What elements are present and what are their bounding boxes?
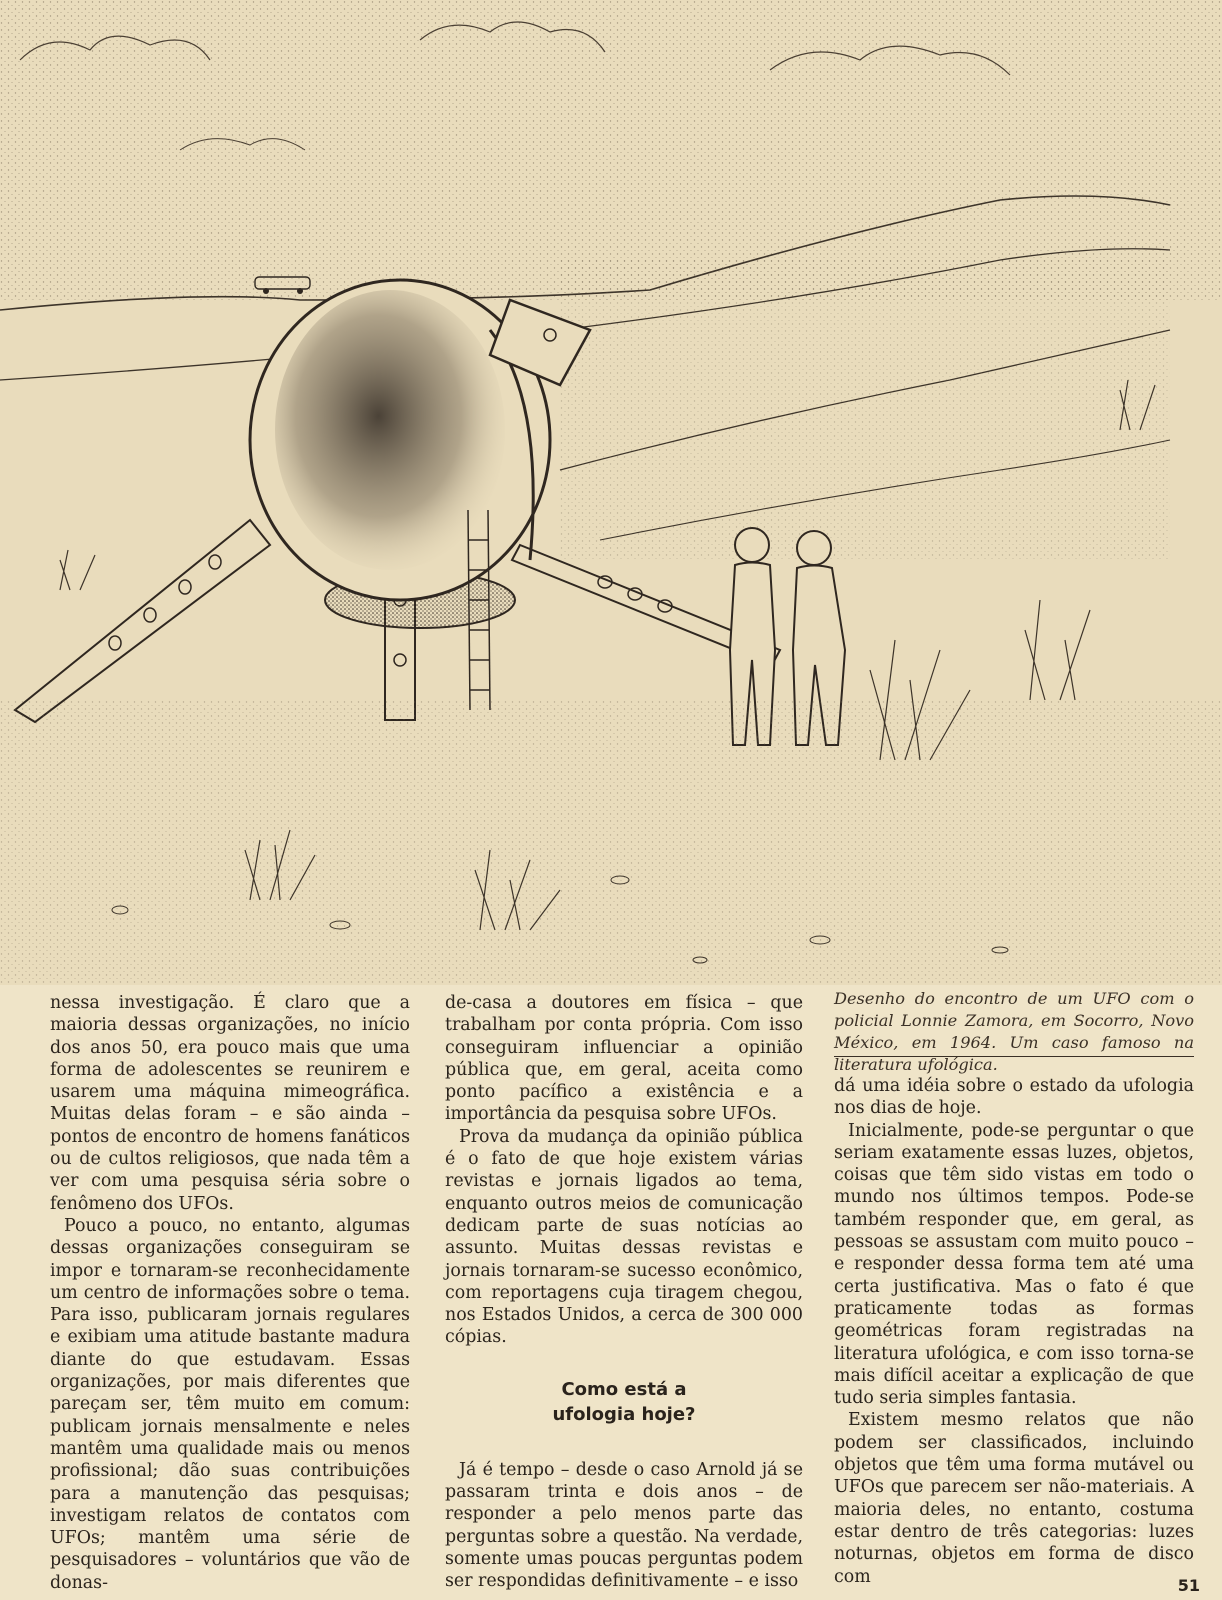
paragraph: Existem mesmo relatos que não podem ser classificados, incluindo objetos que têm uma forma mutável ou UFOs que parecem ser não-materiais. A maioria deles, no entanto, costuma estar dentro de três categorias: luzes noturnas, objetos em forma de disco com (834, 1410, 1194, 1587)
paragraph: nessa investigação. É claro que a maioria dessas organizações, no início dos anos 50, era pouco mais que uma forma de adolescentes se reunirem e usarem uma máquina mimeográfica. Muitas delas foram – e são ainda – pontos de encontro de homens fanáticos ou de cultos religiosos, que nada têm a ver com uma pesquisa séria sobre o fenômeno dos UFOs. (50, 993, 410, 1214)
paragraph: Inicialmente, pode-se perguntar o que seriam exatamente essas luzes, objetos, coisas que têm sido vistas em todo o mundo nos últimos tempos. Pode-se também responder que, em geral, as pessoas se assustam com muito pouco – e responder dessa forma tem até uma certa justificativa. Mas o fato é que praticamente todas as formas geométricas foram registradas na literatura ufológica, e com isso torna-se mais difícil aceitar a explicação de que tudo seria simples fantasia. (834, 1120, 1194, 1409)
article-column-2 (445, 992, 803, 1593)
page-number: 51 (1177, 1576, 1200, 1595)
caption-divider (834, 1056, 1194, 1057)
illustration-caption: Desenho do encontro de um UFO com o policial Lonnie Zamora, em Socorro, Novo México, em 1964. Um caso famoso na literatura ufológica. (834, 989, 1194, 1074)
article-column-1 (50, 992, 410, 1594)
section-heading-line-2: ufologia hoje? (552, 1403, 696, 1425)
paragraph: Pouco a pouco, no entanto, algumas dessas organizações conseguiram se impor e tornaram-se reconhecidamente um centro de informações sobre o tema. Para isso, publicaram jornais regulares e exibiam uma atitude bastante madura diante do que estudavam. Essas organizações, por mais diferentes que pareçam ser, têm muito em comum: publicam jornais mensalmente e neles mantêm uma qualidade mais ou menos profissional; dão suas contribuições para a manutenção das pesquisas; investigam relatos de contatos com UFOs; mantêm uma série de pesquisadores – voluntários que vão de donas- (50, 1215, 410, 1593)
paragraph: de-casa a doutores em física – que trabalham por conta própria. Com isso conseguiram influenciar a opinião pública que, em geral, aceita como ponto pacífico a existência e a importância da pesquisa sobre UFOs. (445, 993, 803, 1125)
paragraph: dá uma idéia sobre o estado da ufologia nos dias de hoje. (834, 1076, 1194, 1119)
paragraph: Prova da mudança da opinião pública é o fato de que hoje existem várias revistas e jornais ligados ao tema, enquanto outros meios de comunicação dedicam parte de suas notícias ao assunto. Muitas dessas revistas e jornais tornaram-se sucesso econômico, com reportagens cuja tiragem chegou, nos Estados Unidos, a cerca de 300 000 cópias. (445, 1126, 803, 1348)
article-column-3 (834, 1075, 1194, 1588)
section-heading (445, 1377, 803, 1427)
paragraph: Já é tempo – desde o caso Arnold já se passaram trinta e dois anos – de responder a pelo menos parte das perguntas sobre a questão. Na verdade, somente umas poucas perguntas podem ser respondidas definitivamente – e isso (445, 1459, 803, 1592)
section-heading-line-1: Como está a (561, 1378, 687, 1400)
